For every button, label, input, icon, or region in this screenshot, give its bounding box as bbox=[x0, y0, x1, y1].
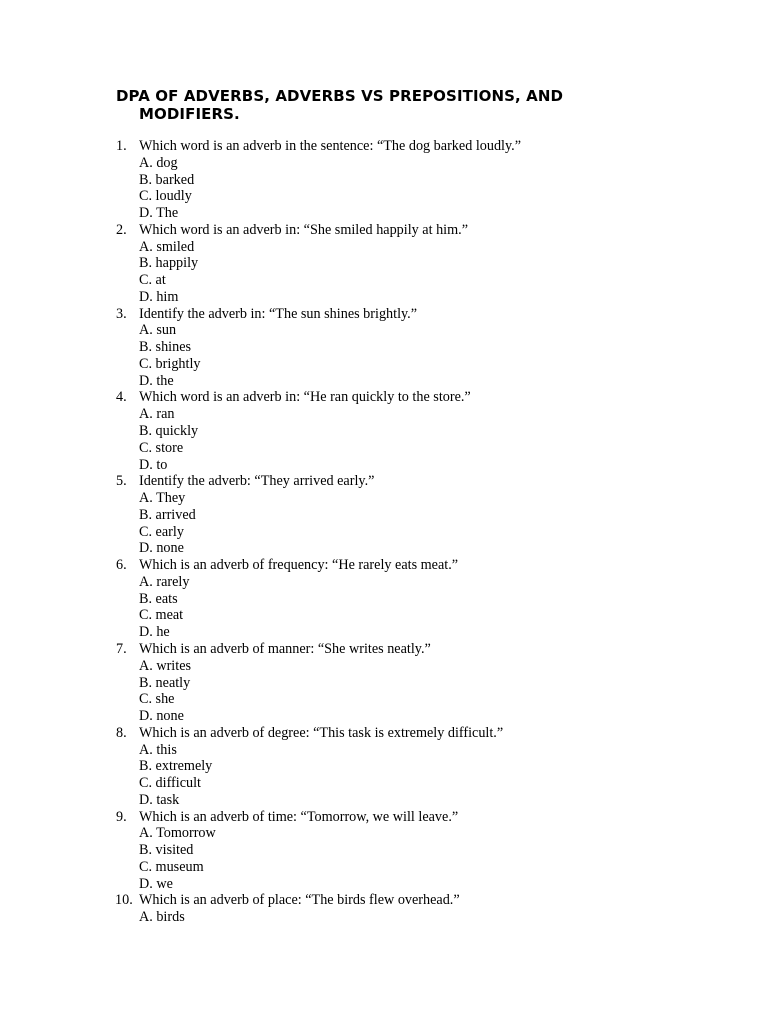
question-number: 9. bbox=[116, 808, 127, 825]
answer-options bbox=[139, 239, 716, 306]
question-item bbox=[116, 222, 716, 306]
question-number: 3. bbox=[116, 305, 127, 322]
title-line-1: DPA OF ADVERBS, ADVERBS VS PREPOSITIONS, AND bbox=[116, 87, 564, 105]
question-text: Which is an adverb of place: “The birds flew overhead.” bbox=[139, 892, 460, 909]
answer-option: D. none bbox=[139, 540, 184, 557]
answer-options bbox=[139, 658, 716, 725]
answer-options bbox=[139, 825, 716, 892]
question-item bbox=[116, 892, 716, 926]
question-number: 5. bbox=[116, 473, 127, 490]
answer-option: A. sun bbox=[139, 322, 177, 339]
answer-option: C. at bbox=[139, 272, 166, 289]
question-item bbox=[116, 557, 716, 641]
answer-option: B. quickly bbox=[139, 423, 199, 440]
answer-option: A. this bbox=[139, 741, 177, 758]
answer-option: C. meat bbox=[139, 607, 184, 624]
question-item bbox=[116, 473, 716, 557]
question-number: 4. bbox=[116, 389, 127, 406]
answer-option: B. arrived bbox=[139, 506, 196, 523]
answer-option: B. eats bbox=[139, 590, 178, 607]
answer-option: A. They bbox=[139, 490, 186, 507]
question-number: 8. bbox=[116, 724, 127, 741]
answer-option: A. birds bbox=[139, 909, 185, 926]
question-item bbox=[116, 306, 716, 390]
question-number: 1. bbox=[116, 138, 127, 154]
answer-options bbox=[139, 742, 716, 809]
question-item bbox=[116, 389, 716, 473]
question-number: 10. bbox=[115, 892, 133, 909]
answer-option: C. she bbox=[139, 691, 175, 708]
answer-option: B. visited bbox=[139, 842, 194, 859]
answer-option: C. museum bbox=[139, 858, 204, 875]
answer-options bbox=[139, 574, 716, 641]
answer-option: B. shines bbox=[139, 339, 192, 356]
answer-option: A. rarely bbox=[139, 573, 190, 590]
answer-option: B. neatly bbox=[139, 674, 191, 691]
answer-option: A. smiled bbox=[139, 238, 195, 255]
question-item bbox=[116, 809, 716, 893]
answer-option: D. to bbox=[139, 456, 168, 473]
answer-options bbox=[139, 155, 716, 222]
question-item bbox=[116, 641, 716, 725]
question-text: Which is an adverb of degree: “This task is extremely difficult.” bbox=[139, 724, 504, 741]
question-text: Which is an adverb of manner: “She writes neatly.” bbox=[139, 640, 431, 657]
question-item bbox=[116, 138, 716, 222]
answer-option: A. Tomorrow bbox=[139, 825, 216, 842]
answer-option: C. early bbox=[139, 523, 184, 540]
answer-option: A. writes bbox=[139, 657, 192, 674]
answer-options bbox=[139, 322, 716, 389]
answer-option: D. we bbox=[139, 875, 173, 892]
answer-option: C. loudly bbox=[139, 188, 192, 205]
answer-option: B. barked bbox=[139, 171, 195, 188]
answer-option: C. difficult bbox=[139, 775, 202, 792]
question-item bbox=[116, 725, 716, 809]
title-line-2: MODIFIERS. bbox=[139, 105, 240, 123]
answer-option: A. dog bbox=[139, 154, 178, 171]
answer-option: D. he bbox=[139, 624, 170, 641]
answer-option: C. brightly bbox=[139, 355, 201, 372]
answer-options bbox=[139, 909, 716, 926]
answer-option: D. none bbox=[139, 708, 184, 725]
answer-option: D. him bbox=[139, 288, 179, 305]
question-list bbox=[116, 138, 716, 926]
question-text: Which word is an adverb in: “She smiled happily at him.” bbox=[139, 221, 468, 238]
question-text: Which word is an adverb in: “He ran quickly to the store.” bbox=[139, 389, 471, 406]
question-text: Identify the adverb: “They arrived early.” bbox=[139, 473, 375, 490]
question-text: Which word is an adverb in the sentence: “The dog barked loudly.” bbox=[139, 138, 522, 154]
answer-option: D. The bbox=[139, 205, 179, 222]
answer-option: A. ran bbox=[139, 406, 175, 423]
question-number: 2. bbox=[116, 221, 127, 238]
answer-option: D. the bbox=[139, 372, 174, 389]
question-text: Identify the adverb in: “The sun shines brightly.” bbox=[139, 305, 418, 322]
question-number: 7. bbox=[116, 640, 127, 657]
answer-options bbox=[139, 406, 716, 473]
question-number: 6. bbox=[116, 557, 127, 574]
answer-option: B. extremely bbox=[139, 758, 213, 775]
question-text: Which is an adverb of frequency: “He rarely eats meat.” bbox=[139, 557, 459, 574]
document-title bbox=[116, 87, 676, 123]
answer-option: B. happily bbox=[139, 255, 199, 272]
answer-options bbox=[139, 490, 716, 557]
answer-option: C. store bbox=[139, 439, 184, 456]
answer-option: D. task bbox=[139, 791, 180, 808]
question-text: Which is an adverb of time: “Tomorrow, we will leave.” bbox=[139, 808, 459, 825]
